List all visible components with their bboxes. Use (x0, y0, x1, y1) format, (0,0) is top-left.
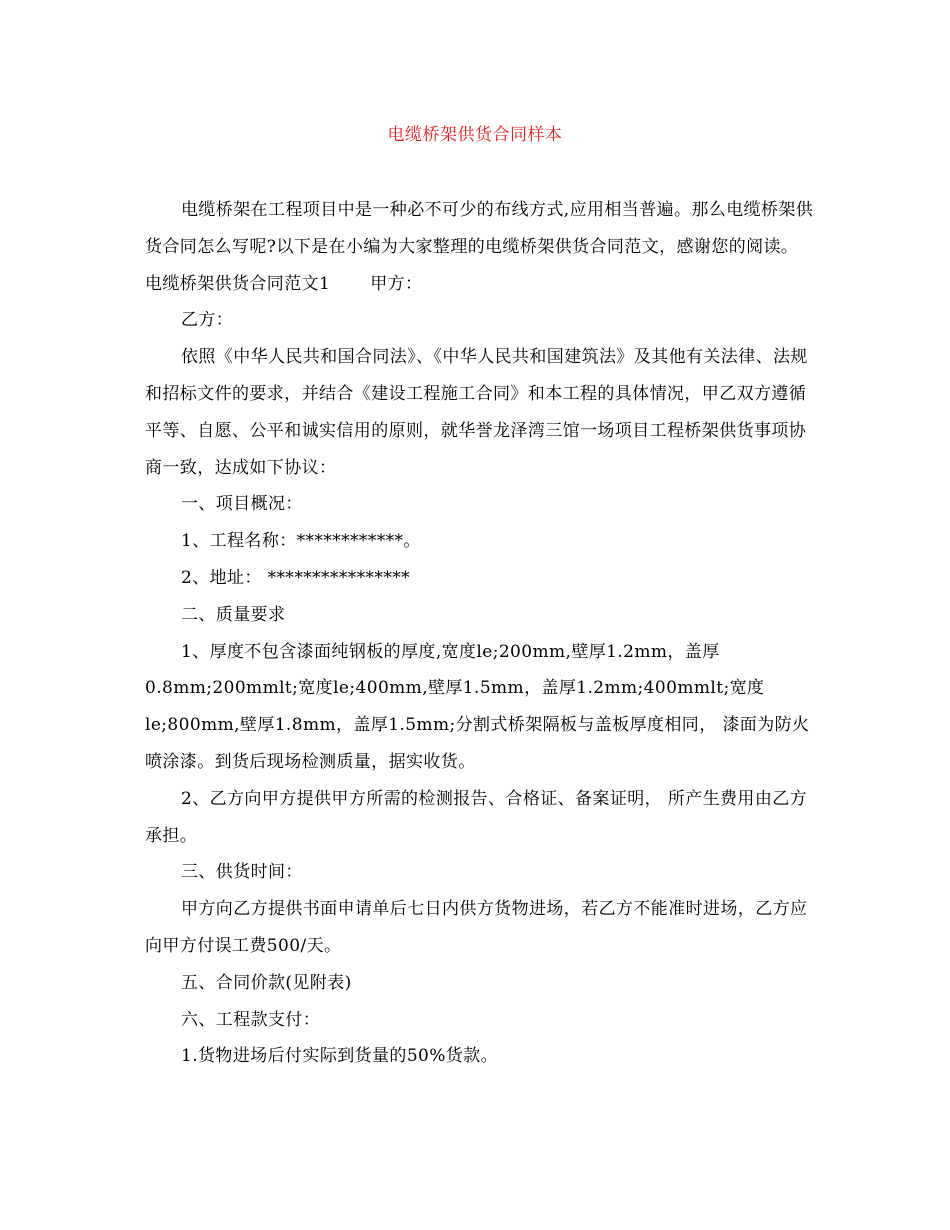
section-2-heading: 二、质量要求 (181, 604, 286, 625)
sample-heading-line (145, 266, 815, 303)
section-3-text: 甲方向乙方提供书面申请单后七日内供方货物进场，若乙方不能准时进场，乙方应向甲方付误工费500/天。 (145, 899, 808, 956)
section-6-heading: 六、工程款支付： (181, 1009, 321, 1030)
section-5-heading: 五、合同价款(见附表) (181, 972, 352, 993)
intro-paragraph: 电缆桥架在工程项目中是一种必不可少的布线方式,应用相当普遍。那么电缆桥架供货合同怎么写呢?以下是在小编为大家整理的电缆桥架供货合同范文，感谢您的阅读。 (145, 200, 814, 257)
document-body (145, 192, 815, 1075)
party-a-label: 甲方： (370, 273, 423, 294)
section-6-item-1: 1.货物进场后付实际到货量的50%货款。 (181, 1046, 499, 1067)
section-1-item-1: 1、工程名称：************。 (181, 531, 421, 552)
basis-paragraph: 依照《中华人民共和国合同法》、《中华人民共和国建筑法》及其他有关法律、法规和招标文件的要求，并结合《建设工程施工合同》和本工程的具体情况，甲乙双方遵循平等、自愿、公平和诚实信用的原则，就华誉龙泽湾三馆一场项目工程桥架供货事项协商一致，达成如下协议： (145, 347, 808, 478)
sample-heading: 电缆桥架供货合同范文1 (145, 273, 331, 294)
section-2-item-1: 1、厚度不包含漆面纯钢板的厚度,宽度le;200mm,壁厚1.2mm，盖厚0.8mm;200mmlt;宽度le;400mm,壁厚1.5mm，盖厚1.2mm;400mmlt;宽度le;800mm,壁厚1.8mm，盖厚1.5mm;分割式桥架隔板与盖板厚度相同， 漆面为防火喷涂漆。到货后现场检测质量，据实收货。 (145, 641, 810, 772)
section-3-heading: 三、供货时间： (181, 862, 303, 883)
party-b-label: 乙方： (181, 310, 234, 331)
document-title: 电缆桥架供货合同样本 (387, 125, 563, 145)
section-1-item-2: 2、地址： **************** (181, 567, 411, 588)
section-1-heading: 一、项目概况： (181, 494, 303, 515)
section-2-item-2: 2、乙方向甲方提供甲方所需的检测报告、合格证、备案证明， 所产生费用由乙方承担。 (145, 788, 808, 846)
